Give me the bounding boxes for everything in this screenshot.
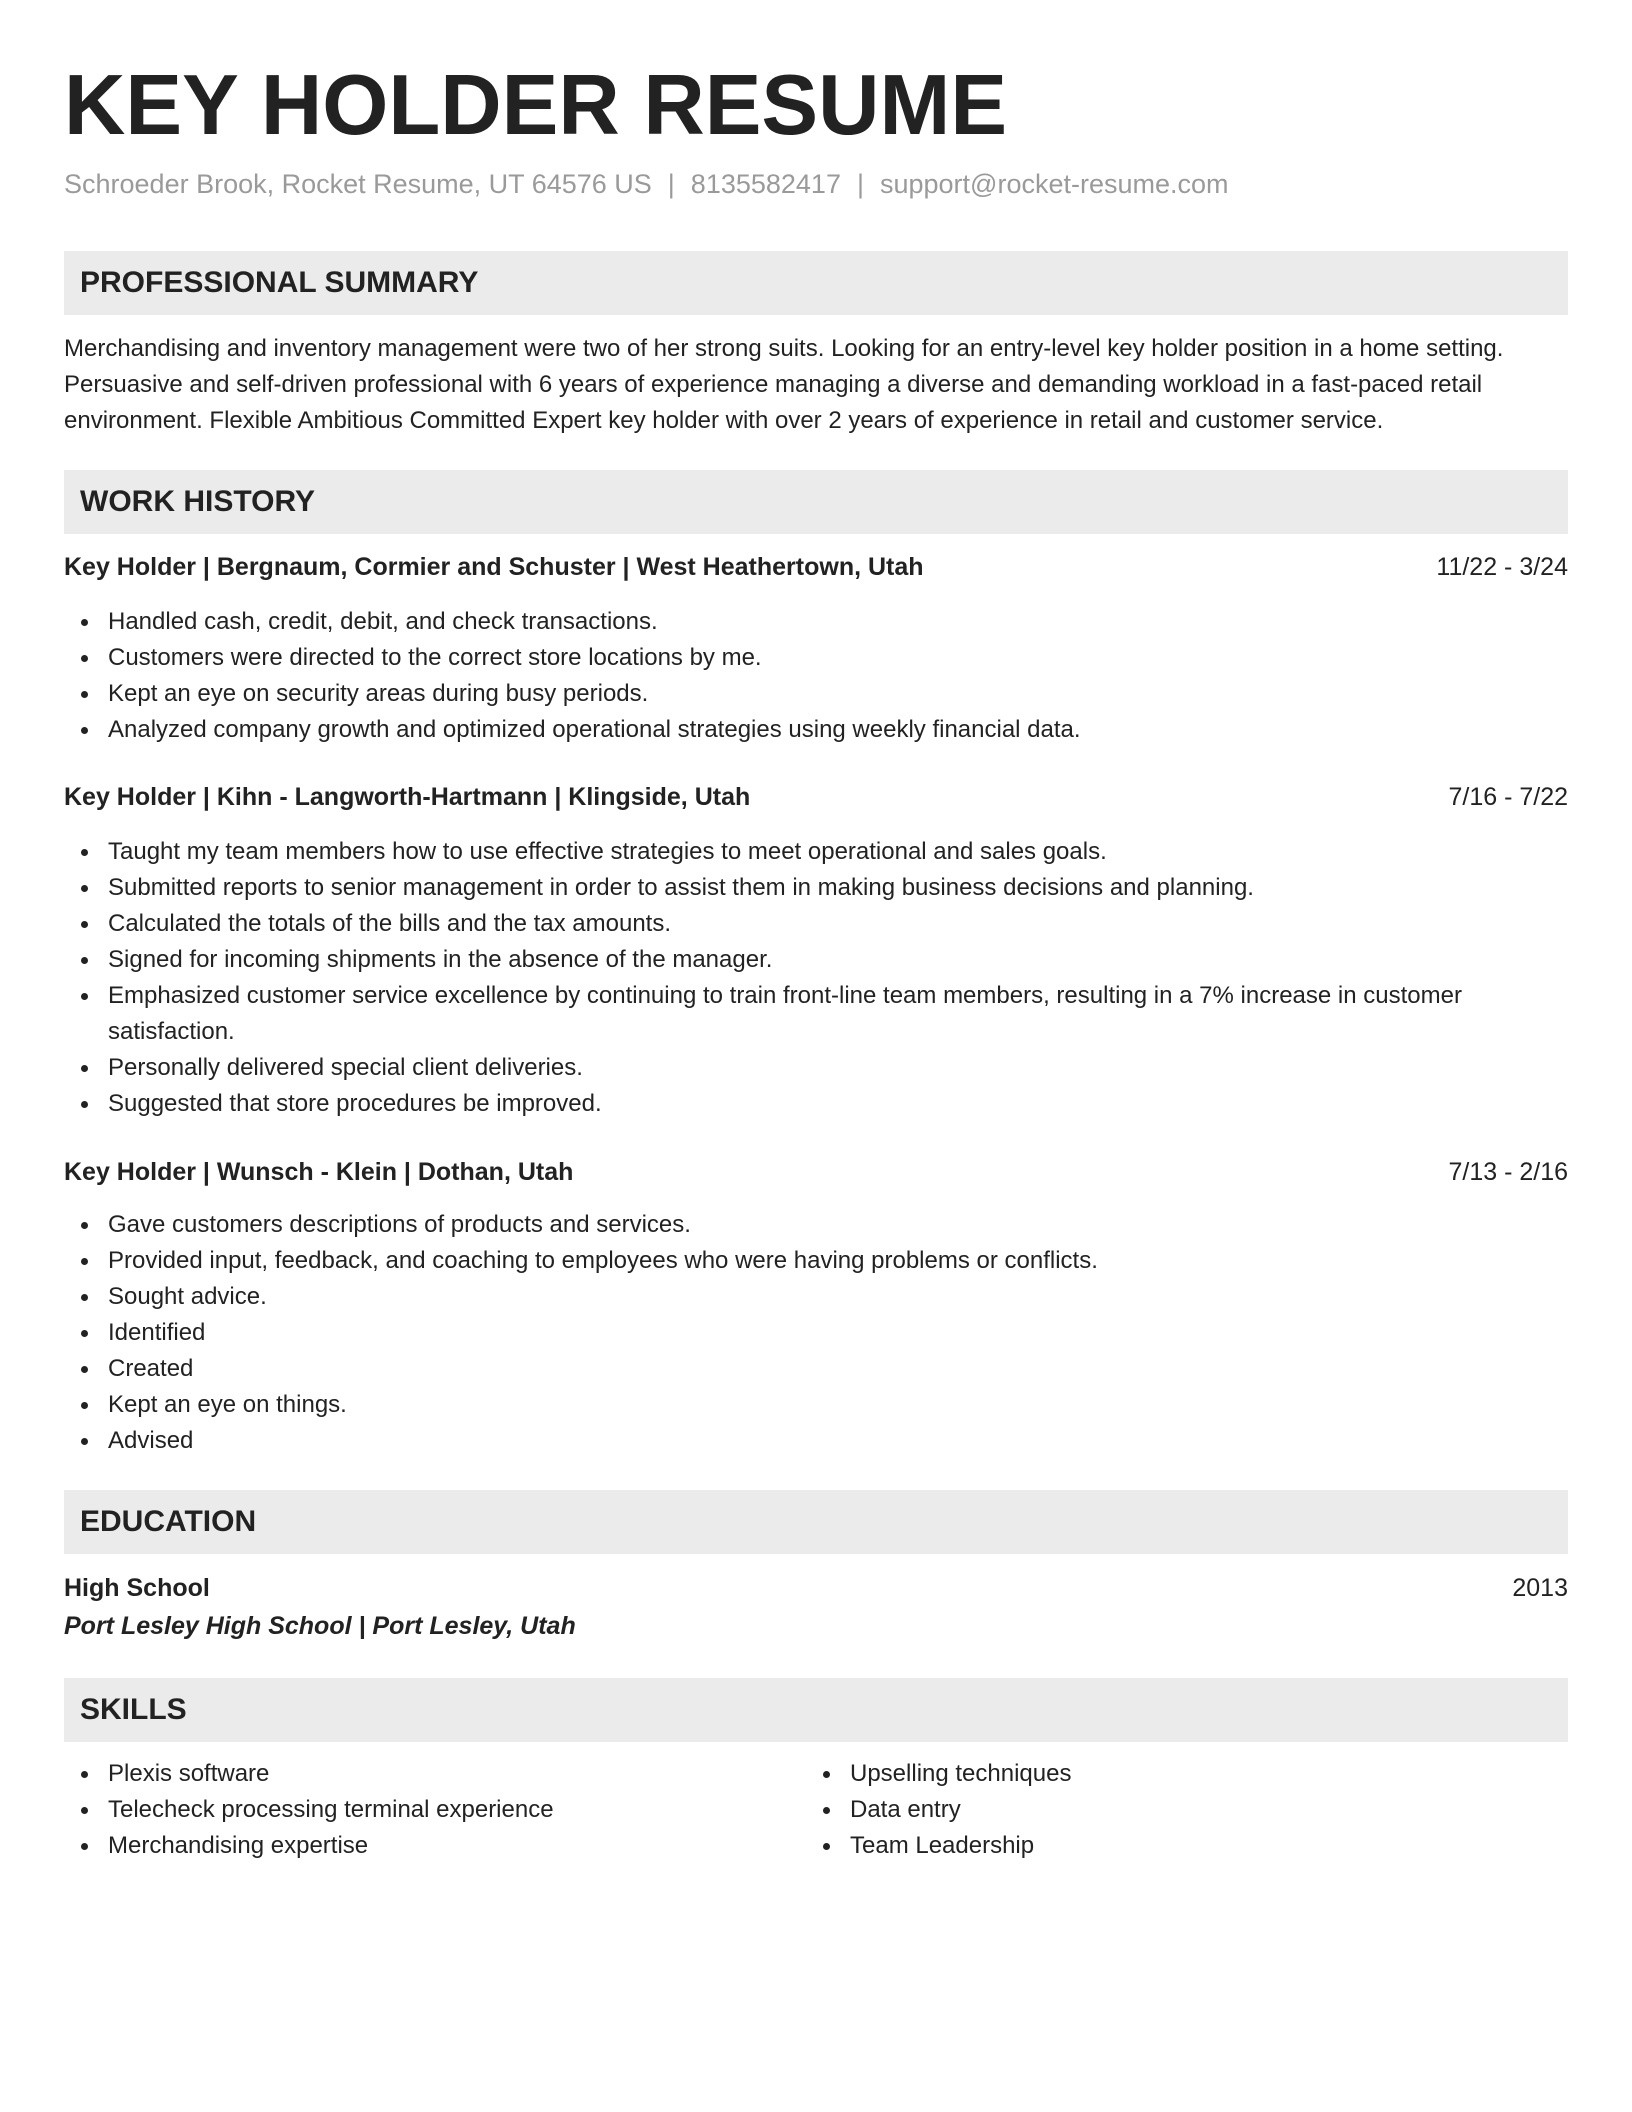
job-bullet: Kept an eye on things.	[64, 1387, 1568, 1423]
education-year: 2013	[1512, 1574, 1568, 1602]
skill-item: Merchandising expertise	[64, 1828, 764, 1864]
skill-item: Data entry	[806, 1792, 1506, 1828]
education-section-header	[64, 1490, 1568, 1554]
skills-list-left	[64, 1756, 764, 1864]
job-bullet: Customers were directed to the correct store locations by me.	[64, 640, 1568, 676]
job-title: Key Holder | Kihn - Langworth-Hartmann | Klingside, Utah	[64, 783, 751, 811]
contact-email: support@rocket-resume.com	[879, 169, 1229, 199]
skill-item: Upselling techniques	[806, 1756, 1506, 1792]
job-bullets	[64, 1207, 1568, 1459]
job-title: Key Holder | Wunsch - Klein | Dothan, Utah	[64, 1158, 574, 1186]
job-bullet: Suggested that store procedures be improved.	[64, 1086, 1568, 1122]
job-bullet: Created	[64, 1351, 1568, 1387]
job-bullets	[64, 604, 1568, 748]
skill-item: Team Leadership	[806, 1828, 1506, 1864]
job-bullet: Calculated the totals of the bills and the tax amounts.	[64, 906, 1568, 942]
job-bullet: Emphasized customer service excellence by continuing to train front-line team members, resulting in a 7% increase in customer satisfaction.	[64, 978, 1568, 1050]
job-dates: 7/16 - 7/22	[1448, 783, 1568, 811]
job-bullet: Identified	[64, 1315, 1568, 1351]
contact-separator: |	[667, 169, 675, 199]
work-heading: WORK HISTORY	[80, 485, 316, 518]
job-bullet: Handled cash, credit, debit, and check transactions.	[64, 604, 1568, 640]
skill-item: Plexis software	[64, 1756, 764, 1792]
skills-heading: SKILLS	[80, 1693, 187, 1726]
job-bullet: Signed for incoming shipments in the absence of the manager.	[64, 942, 1568, 978]
job-bullet: Advised	[64, 1423, 1568, 1459]
work-section-header	[64, 470, 1568, 534]
skills-list-right	[806, 1756, 1506, 1864]
job-bullet: Kept an eye on security areas during busy periods.	[64, 676, 1568, 712]
education-school: Port Lesley High School | Port Lesley, Utah	[64, 1612, 576, 1640]
education-degree: High School	[64, 1574, 210, 1602]
job-bullet: Personally delivered special client deliveries.	[64, 1050, 1568, 1086]
job-dates: 11/22 - 3/24	[1436, 553, 1568, 581]
job-bullet: Sought advice.	[64, 1279, 1568, 1315]
contact-phone: 8135582417	[690, 169, 841, 199]
contact-line	[64, 166, 1229, 202]
summary-heading: PROFESSIONAL SUMMARY	[80, 266, 479, 299]
contact-separator: |	[856, 169, 864, 199]
job-bullet: Gave customers descriptions of products and services.	[64, 1207, 1568, 1243]
resume-title: KEY HOLDER RESUME	[64, 58, 1008, 153]
summary-text: Merchandising and inventory management were two of her strong suits. Looking for an entry-level key holder position in a home setting. Persuasive and self-driven professional with 6 years of experience managing a diverse and demanding workload in a fast-paced retail environment. Flexible Ambitious Committed Expert key holder with over 2 years of experience in retail and customer service.	[64, 335, 1504, 434]
summary-section-header	[64, 251, 1568, 315]
job-dates: 7/13 - 2/16	[1448, 1158, 1568, 1186]
education-heading: EDUCATION	[80, 1505, 257, 1538]
job-bullet: Taught my team members how to use effective strategies to meet operational and sales goals.	[64, 834, 1568, 870]
skill-item: Telecheck processing terminal experience	[64, 1792, 764, 1828]
job-bullets	[64, 834, 1568, 1122]
contact-address: Schroeder Brook, Rocket Resume, UT 64576 US	[64, 169, 652, 199]
job-bullet: Analyzed company growth and optimized operational strategies using weekly financial data.	[64, 712, 1568, 748]
job-bullet: Submitted reports to senior management in order to assist them in making business decisions and planning.	[64, 870, 1568, 906]
skills-section-header	[64, 1678, 1568, 1742]
job-title: Key Holder | Bergnaum, Cormier and Schuster | West Heathertown, Utah	[64, 553, 924, 581]
job-bullet: Provided input, feedback, and coaching to employees who were having problems or conflicts.	[64, 1243, 1568, 1279]
